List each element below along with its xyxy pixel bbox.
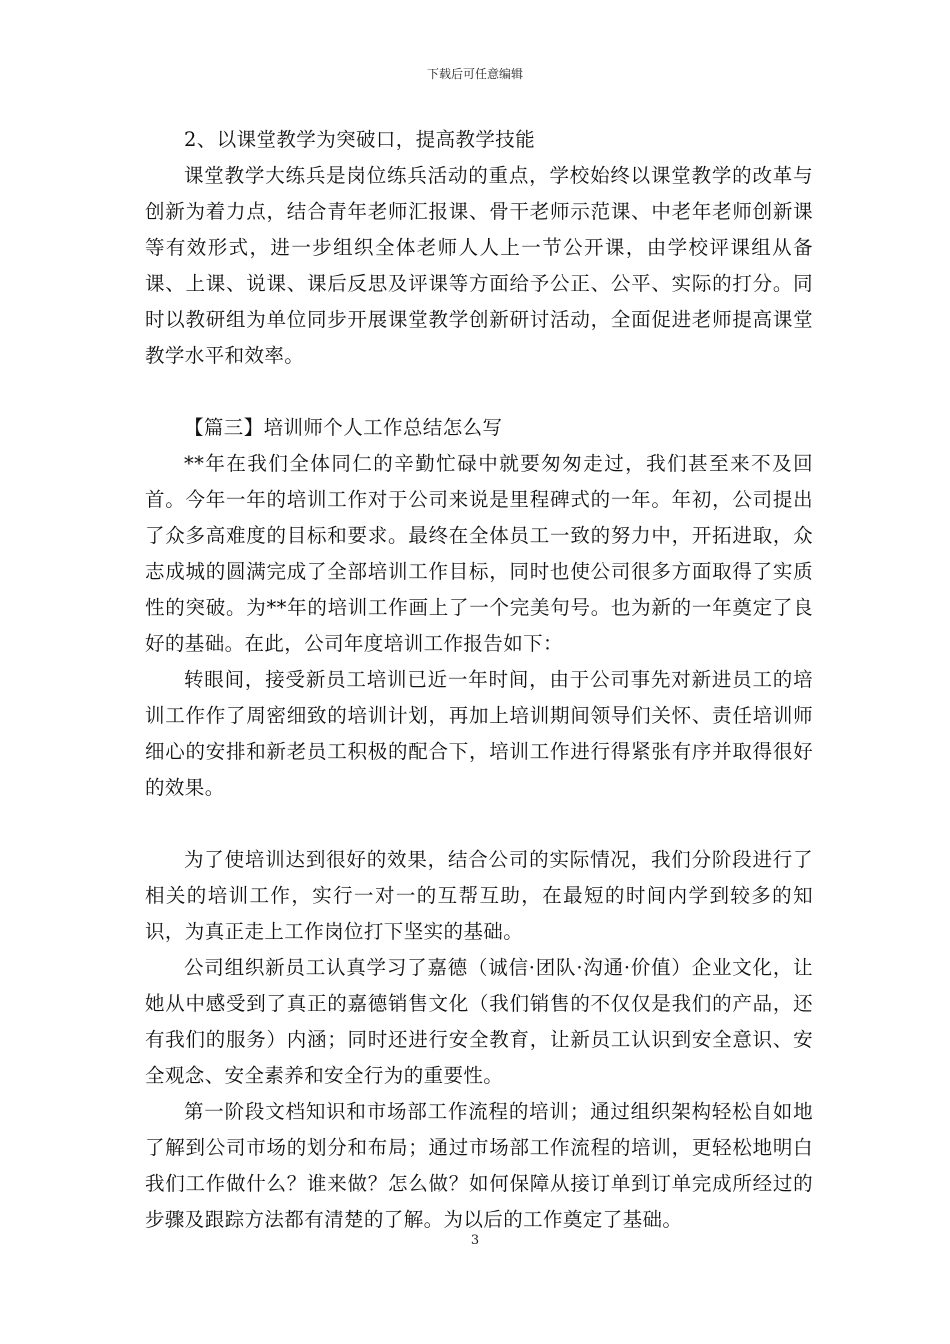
body-paragraph: 公司组织新员工认真学习了嘉德（诚信·团队·沟通·价值）企业文化，让她从中感受到了真正的嘉德销售文化（我们销售的不仅仅是我们的产品，还有我们的服务）内涵；同时还进行安全教育，让新员工认识到安全意识、安全观念、安全素养和安全行为的重要性。 (145, 956, 813, 1087)
body-paragraph: 课堂教学大练兵是岗位练兵活动的重点，学校始终以课堂教学的改革与创新为着力点，结合青年老师汇报课、骨干老师示范课、中老年老师创新课等有效形式，进一步组织全体老师人人上一节公开课，由学校评课组从备课、上课、说课、课后反思及评课等方面给予公正、公平、实际的打分。同时以教研组为单位同步开展课堂教学创新研讨活动，全面促进老师提高课堂教学水平和效率。 (145, 164, 813, 367)
body-paragraph: 为了使培训达到很好的效果，结合公司的实际情况，我们分阶段进行了相关的培训工作，实行一对一的互帮互助，在最短的时间内学到较多的知识，为真正走上工作岗位打下坚实的基础。 (145, 848, 813, 943)
section-heading-part3: 【篇三】培训师个人工作总结怎么写 (184, 416, 503, 439)
body-paragraph: 第一阶段文档知识和市场部工作流程的培训；通过组织架构轻松自如地了解到公司市场的划分和布局；通过市场部工作流程的培训，更轻松地明白我们工作做什么？谁来做？怎么做？如何保障从接订单到订单完成所经过的步骤及跟踪方法都有清楚的了解。为以后的工作奠定了基础。 (145, 1100, 813, 1231)
page-header: 下载后可任意编辑 (426, 67, 523, 81)
document-body (145, 122, 813, 1238)
section-heading-2: 2、以课堂教学为突破口，提高教学技能 (184, 128, 536, 151)
page-number: 3 (470, 1233, 480, 1248)
body-paragraph: **年在我们全体同仁的辛勤忙碌中就要匆匆走过，我们甚至来不及回首。今年一年的培训工作对于公司来说是里程碑式的一年。年初，公司提出了众多高难度的目标和要求。最终在全体员工一致的努力中，开拓进取，众志成城的圆满完成了全部培训工作目标，同时也使公司很多方面取得了实质性的突破。为**年的培训工作画上了一个完美句号。也为新的一年奠定了良好的基础。在此，公司年度培训工作报告如下： (145, 452, 813, 655)
body-paragraph: 转眼间，接受新员工培训已近一年时间，由于公司事先对新进员工的培训工作作了周密细致的培训计划，再加上培训期间领导们关怀、责任培训师细心的安排和新老员工积极的配合下，培训工作进行得紧张有序并取得很好的效果。 (145, 668, 813, 799)
